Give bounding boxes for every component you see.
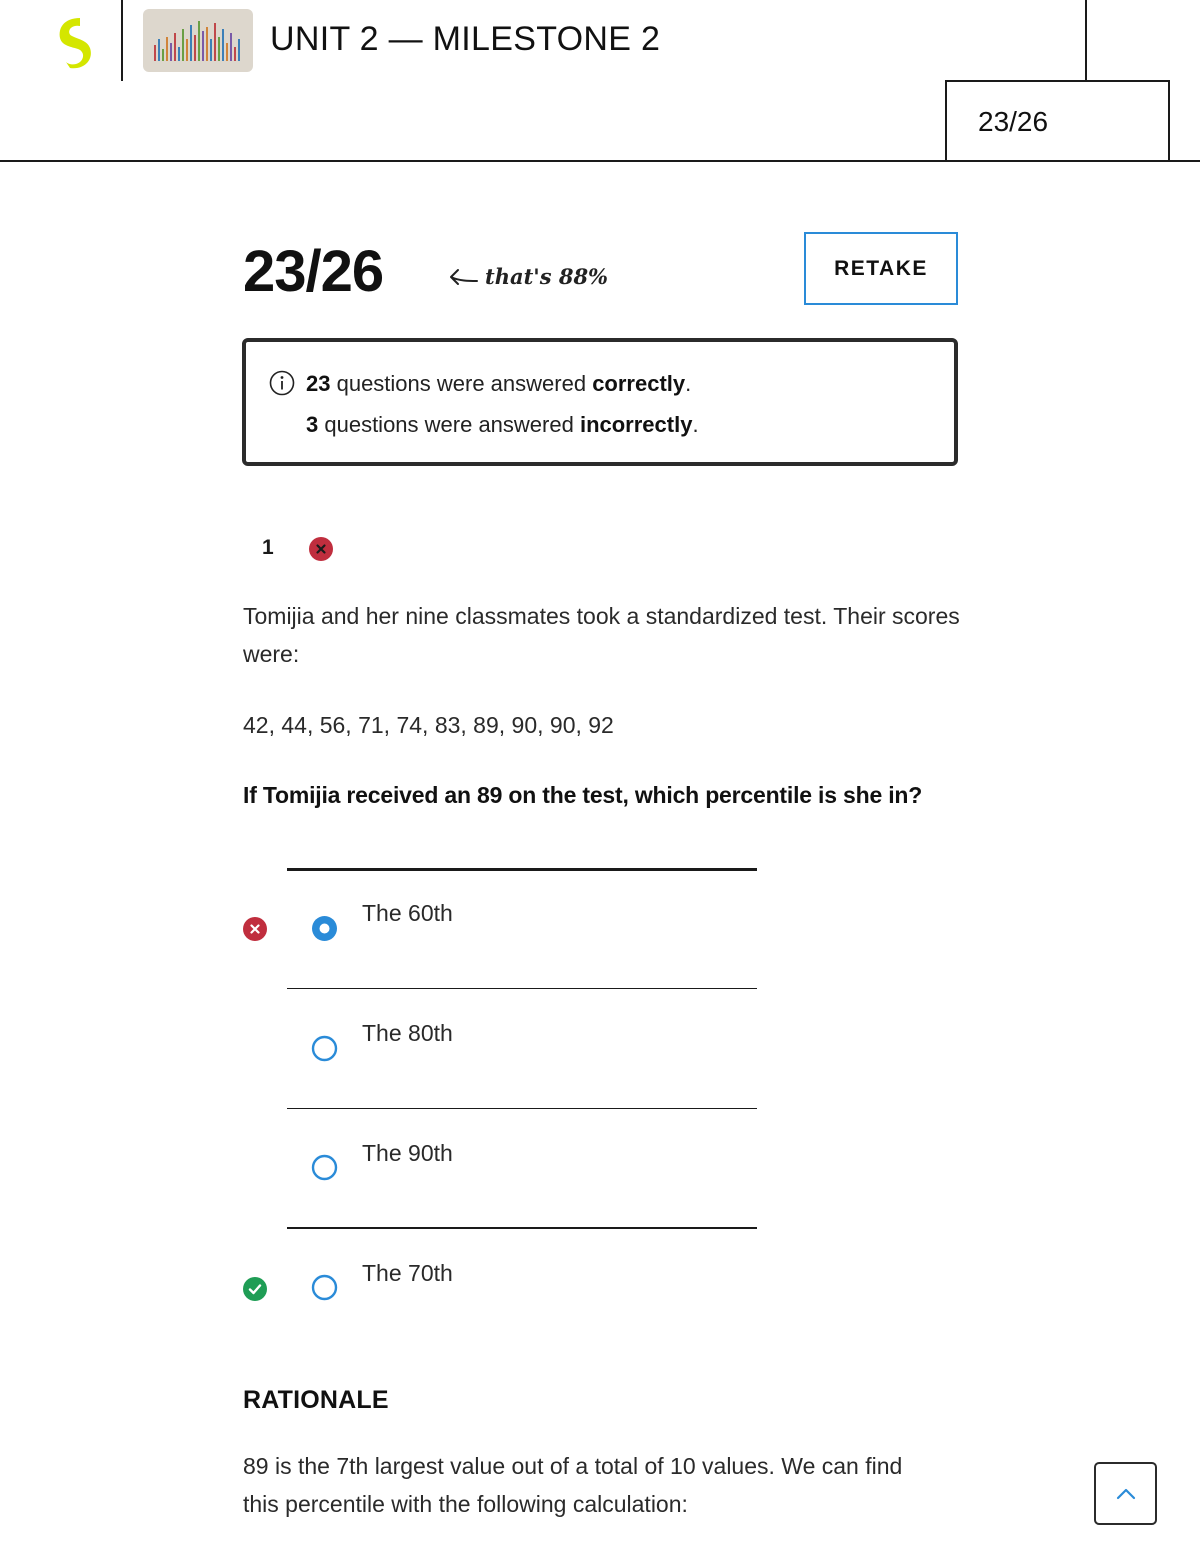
correct-word: correctly	[592, 371, 686, 396]
chevron-up-icon	[1114, 1487, 1138, 1501]
question-prompt: If Tomijia received an 89 on the test, which percentile is she in?	[243, 782, 923, 808]
incorrect-status-icon	[308, 536, 334, 562]
rationale-heading: RATIONALE	[243, 1386, 389, 1414]
summary-period: .	[685, 371, 692, 396]
radio-icon[interactable]	[311, 1035, 338, 1062]
sophia-logo-icon[interactable]	[50, 14, 100, 72]
summary-period: .	[692, 412, 699, 437]
radio-icon[interactable]	[311, 1274, 338, 1301]
correct-mark-icon	[242, 1276, 268, 1302]
incorrect-mark-icon	[242, 916, 268, 942]
back-arrow-icon	[445, 265, 479, 289]
incorrect-count: 3	[306, 412, 319, 437]
options-top-rule	[287, 868, 757, 871]
percent-note-text: that's 88%	[485, 264, 609, 289]
option-label[interactable]: The 60th	[362, 900, 453, 926]
course-thumbnail	[143, 9, 253, 72]
summary-correct-line	[306, 371, 691, 397]
summary-text: questions were answered	[330, 371, 593, 396]
summary-text: questions were answered	[318, 412, 580, 437]
header-bottom-rule	[0, 160, 1200, 162]
retake-button[interactable]: RETAKE	[804, 232, 958, 305]
incorrect-word: incorrectly	[579, 412, 693, 437]
course-title: UNIT 2 — MILESTONE 2	[270, 20, 661, 58]
option-label[interactable]: The 70th	[362, 1260, 453, 1286]
rationale-text: 89 is the 7th largest value out of a total of 10 values. We can find this percentile with the following calculation:	[243, 1453, 903, 1517]
question-number: 1	[262, 536, 274, 559]
option-label[interactable]: The 80th	[362, 1020, 453, 1046]
option-divider	[287, 988, 757, 989]
score-cell-top-rule	[945, 80, 1170, 82]
radio-icon[interactable]	[311, 1154, 338, 1181]
question-text: Tomijia and her nine classmates took a standardized test. Their scores were:	[243, 603, 960, 667]
score-cell-divider-left	[945, 81, 947, 162]
header-divider	[121, 0, 123, 81]
correct-count: 23	[306, 371, 331, 396]
header-divider-right	[1085, 0, 1087, 81]
summary-incorrect-line	[306, 412, 699, 438]
bar-art-icon	[143, 9, 253, 72]
option-divider	[287, 1108, 757, 1109]
results-summary	[242, 338, 958, 466]
percent-note	[445, 264, 608, 289]
radio-selected-icon[interactable]	[311, 915, 338, 942]
question-data: 42, 44, 56, 71, 74, 83, 89, 90, 90, 92	[243, 712, 614, 738]
score-display: 23/26	[243, 239, 384, 304]
scroll-to-top-button[interactable]	[1094, 1462, 1157, 1525]
score-cell-divider-right	[1168, 81, 1170, 162]
option-label[interactable]: The 90th	[362, 1140, 453, 1166]
header-score: 23/26	[978, 106, 1049, 137]
info-icon	[269, 370, 295, 396]
option-divider	[287, 1227, 757, 1229]
